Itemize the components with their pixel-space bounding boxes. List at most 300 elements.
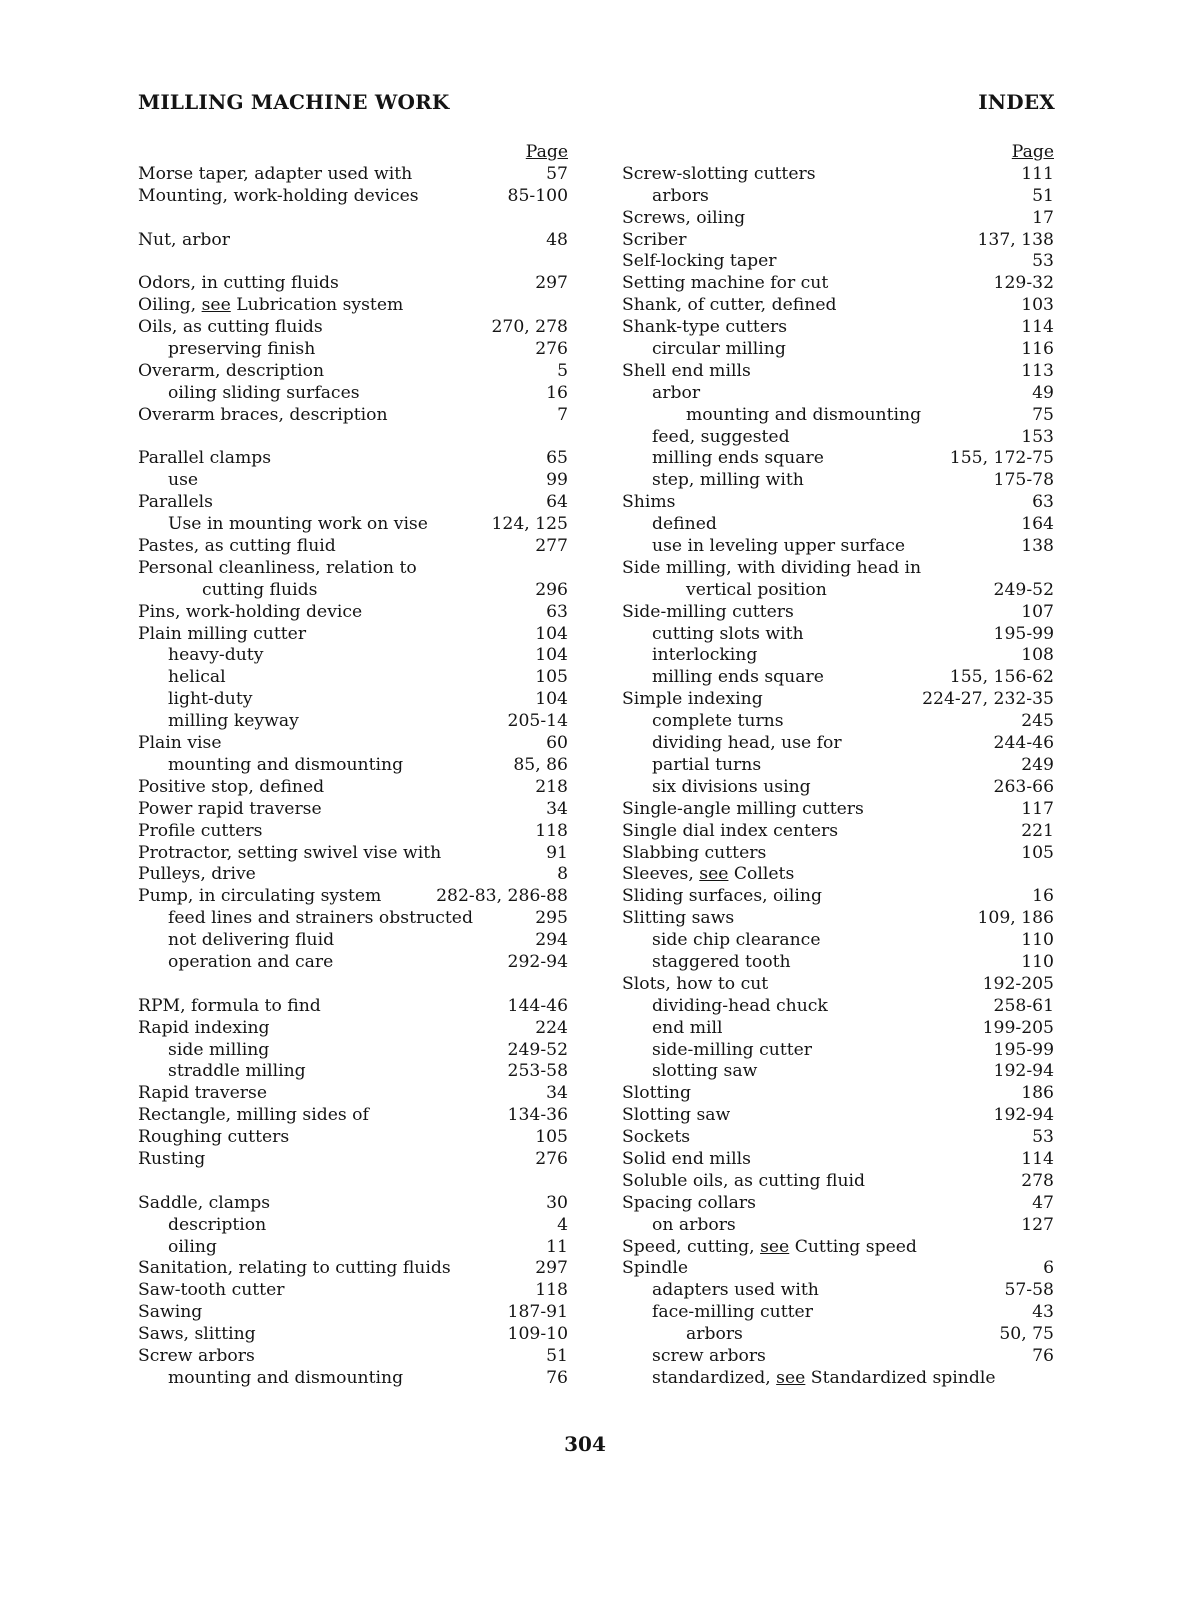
index-term (136, 996, 321, 1018)
index-term (136, 164, 412, 186)
index-entry (136, 645, 568, 667)
index-entry (620, 952, 1054, 974)
index-term-text: mounting and dismounting (686, 404, 922, 425)
page-reference: 138 (1021, 536, 1054, 557)
index-entry (136, 448, 568, 470)
index-spacer (136, 427, 568, 449)
index-entry (136, 952, 568, 974)
index-term (620, 974, 768, 996)
page-reference: 117 (1021, 798, 1054, 819)
index-term-text: Soluble oils, as cutting fluid (622, 1170, 866, 1191)
index-entry (136, 1237, 568, 1259)
page-reference: 244-46 (993, 733, 1054, 754)
page-reference: 85-100 (507, 185, 568, 206)
page-reference: 245 (1021, 711, 1054, 732)
page-reference: 47 (1032, 1192, 1054, 1213)
index-term (136, 689, 252, 711)
index-term (620, 624, 804, 646)
index-term-text: Setting machine for cut (622, 273, 829, 294)
index-term (620, 886, 822, 908)
index-term-text: milling ends square (652, 667, 824, 688)
index-entry (620, 558, 1054, 580)
index-term-text: Spindle (622, 1258, 689, 1279)
index-term (136, 645, 263, 667)
index-entry (136, 1215, 568, 1237)
index-entry (136, 755, 568, 777)
index-entry (620, 361, 1054, 383)
index-term (136, 886, 381, 908)
index-term-text: Self-locking taper (622, 251, 777, 272)
index-term-text: Parallels (138, 492, 213, 513)
index-entry (620, 1018, 1054, 1040)
index-term-text: Morse taper, adapter used with (138, 163, 413, 184)
index-term-text: dividing head, use for (652, 733, 842, 754)
index-term (620, 427, 790, 449)
index-entry (136, 1149, 568, 1171)
index-entry (136, 1083, 568, 1105)
index-term-text: Sleeves, (622, 864, 700, 885)
page-reference: 111 (1021, 163, 1054, 184)
page-reference: 292-94 (507, 951, 568, 972)
page-reference: 105 (535, 1127, 568, 1148)
index-entry (620, 514, 1054, 536)
index-entry (136, 689, 568, 711)
index-term-text: vertical position (686, 579, 827, 600)
index-term-text: Side-milling cutters (622, 601, 794, 622)
index-entry (136, 864, 568, 886)
index-entry (620, 667, 1054, 689)
page-reference: 16 (546, 382, 568, 403)
index-term (620, 1280, 819, 1302)
index-term (136, 1018, 270, 1040)
index-term-text: Use in mounting work on vise (168, 514, 428, 535)
index-entry (136, 317, 568, 339)
index-term (136, 1040, 269, 1062)
page-reference: 17 (1032, 207, 1054, 228)
index-term-text: Shell end mills (622, 360, 751, 381)
index-term-text: straddle milling (168, 1061, 306, 1082)
page-reference: 16 (1032, 886, 1054, 907)
index-term (136, 711, 299, 733)
index-entry (620, 996, 1054, 1018)
index-term-text: complete turns (652, 711, 784, 732)
page-reference: 65 (546, 448, 568, 469)
index-entry (620, 1061, 1054, 1083)
index-term-text: dividing-head chuck (652, 995, 828, 1016)
index-term-text: Parallel clamps (138, 448, 272, 469)
index-term (136, 777, 324, 799)
index-term (136, 1280, 284, 1302)
index-term-text: Oils, as cutting fluids (138, 317, 323, 338)
index-term-text: face-milling cutter (652, 1302, 813, 1323)
index-term (136, 317, 323, 339)
index-term (136, 514, 428, 536)
page-reference: 50, 75 (999, 1324, 1054, 1345)
index-term (136, 1258, 451, 1280)
index-term-text: Plain vise (138, 733, 222, 754)
index-entry (620, 1193, 1054, 1215)
index-entry (136, 470, 568, 492)
index-term (620, 580, 827, 602)
index-term (620, 514, 717, 536)
index-term-text: screw arbors (652, 1345, 766, 1366)
index-term (136, 1302, 202, 1324)
index-entry (136, 624, 568, 646)
index-entry (136, 886, 568, 908)
index-entry (136, 1018, 568, 1040)
index-entry (620, 1302, 1054, 1324)
index-term (620, 339, 786, 361)
page-reference: 258-61 (993, 995, 1054, 1016)
index-entry (136, 1368, 568, 1390)
index-term-text: Saw-tooth cutter (138, 1280, 285, 1301)
page-reference: 63 (1032, 492, 1054, 513)
index-term (620, 930, 821, 952)
index-term (620, 843, 766, 865)
index-term (136, 536, 336, 558)
page-reference: 221 (1021, 820, 1054, 841)
index-term-text: Screws, oiling (622, 207, 746, 228)
index-entry (620, 317, 1054, 339)
index-entry (620, 492, 1054, 514)
index-entry (620, 427, 1054, 449)
index-term (136, 1237, 217, 1259)
index-term-text: Screw arbors (138, 1345, 255, 1366)
index-term (620, 1083, 691, 1105)
index-entry (620, 1105, 1054, 1127)
see-reference: see (201, 295, 231, 316)
index-term (620, 711, 784, 733)
page-column-heading (136, 142, 568, 164)
page-reference: 109-10 (507, 1324, 568, 1345)
index-term-text: Nut, arbor (138, 229, 230, 250)
page-reference: 11 (546, 1236, 568, 1257)
index-term-text: heavy-duty (168, 645, 264, 666)
index-entry (136, 383, 568, 405)
index-term (136, 864, 256, 886)
index-entry (136, 1280, 568, 1302)
index-term (136, 383, 360, 405)
index-entry (620, 470, 1054, 492)
index-term (620, 1346, 766, 1368)
index-term-text: Odors, in cutting fluids (138, 273, 339, 294)
index-term (136, 952, 333, 974)
running-header-title: MILLING MACHINE WORK (138, 90, 450, 114)
index-term-text: Shank-type cutters (622, 317, 788, 338)
index-term (620, 952, 791, 974)
page-reference: 113 (1021, 360, 1054, 381)
index-entry (136, 492, 568, 514)
index-term-text: preserving finish (168, 339, 316, 360)
index-term (620, 1018, 723, 1040)
index-entry (136, 667, 568, 689)
index-term-text: Screw-slotting cutters (622, 163, 816, 184)
index-entry (136, 908, 568, 930)
page-reference: 276 (535, 339, 568, 360)
index-term-text: mounting and dismounting (168, 754, 404, 775)
index-entry (136, 711, 568, 733)
index-term (136, 1193, 270, 1215)
page-number: 304 (564, 1432, 606, 1456)
index-term (620, 1149, 751, 1171)
index-term (136, 1127, 289, 1149)
index-term (136, 273, 339, 295)
index-entry (620, 273, 1054, 295)
index-term (136, 580, 317, 602)
index-term-text: defined (652, 514, 717, 535)
index-entry (620, 580, 1054, 602)
index-term-text: Single dial index centers (622, 820, 839, 841)
page-reference: 249-52 (507, 1039, 568, 1060)
index-term-target: Lubrication system (230, 295, 404, 316)
index-entry (136, 186, 568, 208)
page-reference: 51 (546, 1345, 568, 1366)
index-term-text: arbors (652, 185, 709, 206)
index-term (620, 667, 824, 689)
index-entry (620, 930, 1054, 952)
index-entry (620, 733, 1054, 755)
index-term (620, 733, 842, 755)
page-reference: 224 (535, 1017, 568, 1038)
page-reference: 110 (1021, 951, 1054, 972)
index-term-text: interlocking (652, 645, 758, 666)
page-reference: 295 (535, 908, 568, 929)
index-entry (620, 1040, 1054, 1062)
page-reference: 43 (1032, 1302, 1054, 1323)
index-entry (136, 230, 568, 252)
index-term-text: side chip clearance (652, 930, 821, 951)
index-term-text: Pump, in circulating system (138, 886, 382, 907)
index-term-text: cutting slots with (652, 623, 804, 644)
index-term-text: use in leveling upper surface (652, 536, 906, 557)
index-term-text: Rapid indexing (138, 1017, 270, 1038)
index-term (620, 164, 816, 186)
index-term-text: milling ends square (652, 448, 824, 469)
index-entry (620, 864, 1054, 886)
index-term (620, 1105, 730, 1127)
index-entry (136, 733, 568, 755)
page-column-heading (620, 142, 1054, 164)
index-term-text: end mill (652, 1017, 723, 1038)
index-term (620, 208, 745, 230)
index-term (620, 448, 824, 470)
page-reference: 107 (1021, 601, 1054, 622)
page-reference: 224-27, 232-35 (922, 689, 1054, 710)
index-column-left (136, 142, 568, 1390)
index-term (620, 799, 864, 821)
page-reference: 104 (535, 623, 568, 644)
index-entry (620, 295, 1054, 317)
page-reference: 34 (546, 1083, 568, 1104)
index-term-text: light-duty (168, 689, 253, 710)
index-term (620, 383, 700, 405)
page-reference: 105 (535, 667, 568, 688)
page-reference: 34 (546, 798, 568, 819)
index-entry (136, 996, 568, 1018)
see-reference: see (776, 1367, 806, 1388)
index-term (620, 1215, 736, 1237)
index-term-text: arbors (686, 1324, 743, 1345)
index-term (620, 777, 811, 799)
index-entry (136, 602, 568, 624)
index-entry (136, 295, 568, 317)
index-entry (136, 536, 568, 558)
index-term (620, 470, 804, 492)
page-reference: 48 (546, 229, 568, 250)
index-spacer (136, 1171, 568, 1193)
index-term (620, 1061, 757, 1083)
index-term (620, 821, 838, 843)
page-reference: 99 (546, 470, 568, 491)
page-reference: 53 (1032, 1127, 1054, 1148)
index-term-text: operation and care (168, 951, 334, 972)
index-term-text: adapters used with (652, 1280, 819, 1301)
page-reference: 278 (1021, 1170, 1054, 1191)
index-term-text: Slotting (622, 1083, 692, 1104)
index-term-text: Scriber (622, 229, 687, 250)
page-reference: 282-83, 286-88 (436, 886, 568, 907)
index-term (136, 295, 403, 317)
index-term-text: oiling sliding surfaces (168, 382, 360, 403)
see-reference: see (760, 1236, 790, 1257)
index-term-text: Shank, of cutter, defined (622, 295, 837, 316)
index-column-right (620, 142, 1054, 1390)
index-entry (620, 1258, 1054, 1280)
index-term (136, 1083, 267, 1105)
index-term (620, 1171, 865, 1193)
index-term (136, 821, 262, 843)
index-term-text: description (168, 1214, 267, 1235)
index-term (136, 624, 306, 646)
index-entry (620, 799, 1054, 821)
index-term (620, 755, 761, 777)
page-reference: 105 (1021, 842, 1054, 863)
see-reference: see (699, 864, 729, 885)
index-term-text: milling keyway (168, 711, 299, 732)
index-term-text: Slots, how to cut (622, 973, 769, 994)
index-term (136, 339, 315, 361)
index-term-target: Cutting speed (789, 1236, 917, 1257)
index-term-text: mounting and dismounting (168, 1367, 404, 1388)
page-reference: 104 (535, 689, 568, 710)
index-entry (620, 711, 1054, 733)
page-reference: 5 (557, 360, 568, 381)
index-term-text: partial turns (652, 754, 762, 775)
index-term (136, 908, 473, 930)
index-entry (136, 799, 568, 821)
page-reference: 192-94 (993, 1105, 1054, 1126)
index-term (136, 470, 198, 492)
index-entry (620, 1171, 1054, 1193)
page-reference: 192-205 (982, 973, 1054, 994)
page-reference: 63 (546, 601, 568, 622)
index-entry (136, 1258, 568, 1280)
index-term-text: helical (168, 667, 226, 688)
index-term-text: six divisions using (652, 776, 811, 797)
index-term-text: Pins, work-holding device (138, 601, 363, 622)
page-reference: 49 (1032, 382, 1054, 403)
page-reference: 103 (1021, 295, 1054, 316)
index-entry (620, 208, 1054, 230)
page-reference: 186 (1021, 1083, 1054, 1104)
index-term-text: not delivering fluid (168, 930, 335, 951)
index-spacer (136, 208, 568, 230)
index-entry (620, 777, 1054, 799)
index-term (620, 1127, 690, 1149)
index-term (136, 930, 334, 952)
index-term-text: feed lines and strainers obstructed (168, 908, 473, 929)
page-reference: 263-66 (993, 776, 1054, 797)
page-reference: 297 (535, 273, 568, 294)
index-term (136, 843, 441, 865)
index-term (136, 492, 213, 514)
index-entry (136, 339, 568, 361)
index-term-text: Saws, slitting (138, 1324, 256, 1345)
index-term-text: standardized, (652, 1367, 777, 1388)
index-entry (620, 383, 1054, 405)
index-entry (620, 164, 1054, 186)
page-reference: 124, 125 (491, 514, 568, 535)
page-reference: 57 (546, 163, 568, 184)
index-entry (620, 1237, 1054, 1259)
index-term-text: side-milling cutter (652, 1039, 813, 1060)
page-reference: 110 (1021, 930, 1054, 951)
index-term-text: Solid end mills (622, 1148, 751, 1169)
index-entry (620, 1215, 1054, 1237)
index-entry (136, 930, 568, 952)
index-term-text: arbor (652, 382, 701, 403)
index-term-text: Rapid traverse (138, 1083, 268, 1104)
page-reference: 60 (546, 733, 568, 754)
index-term-text: Slabbing cutters (622, 842, 767, 863)
index-term-text: Positive stop, defined (138, 776, 325, 797)
index-term (136, 230, 230, 252)
index-entry (136, 1324, 568, 1346)
page-reference: 104 (535, 645, 568, 666)
index-term (620, 273, 828, 295)
index-term-text: Slotting saw (622, 1105, 731, 1126)
index-term-text: Mounting, work-holding devices (138, 185, 419, 206)
index-term-text: Sliding surfaces, oiling (622, 886, 822, 907)
page-reference: 118 (535, 820, 568, 841)
page-reference: 8 (557, 864, 568, 885)
page-reference: 137, 138 (977, 229, 1054, 250)
page-reference: 175-78 (993, 470, 1054, 491)
index-entry (136, 777, 568, 799)
page-reference: 7 (557, 404, 568, 425)
index-term (620, 1193, 756, 1215)
index-entry (620, 1149, 1054, 1171)
index-entry (620, 1280, 1054, 1302)
running-header-section: INDEX (978, 90, 1055, 114)
index-term (136, 667, 226, 689)
index-entry (136, 1127, 568, 1149)
index-entry (620, 186, 1054, 208)
page-reference: 249 (1021, 754, 1054, 775)
index-term (136, 1215, 266, 1237)
index-entry (620, 405, 1054, 427)
index-entry (620, 974, 1054, 996)
page-reference: 153 (1021, 426, 1054, 447)
index-term (620, 405, 921, 427)
index-term (136, 799, 322, 821)
index-term (136, 733, 222, 755)
index-term-text: Slitting saws (622, 908, 735, 929)
index-entry (136, 558, 568, 580)
index-term-text: Single-angle milling cutters (622, 798, 864, 819)
index-term-text: step, milling with (652, 470, 804, 491)
index-entry (136, 273, 568, 295)
